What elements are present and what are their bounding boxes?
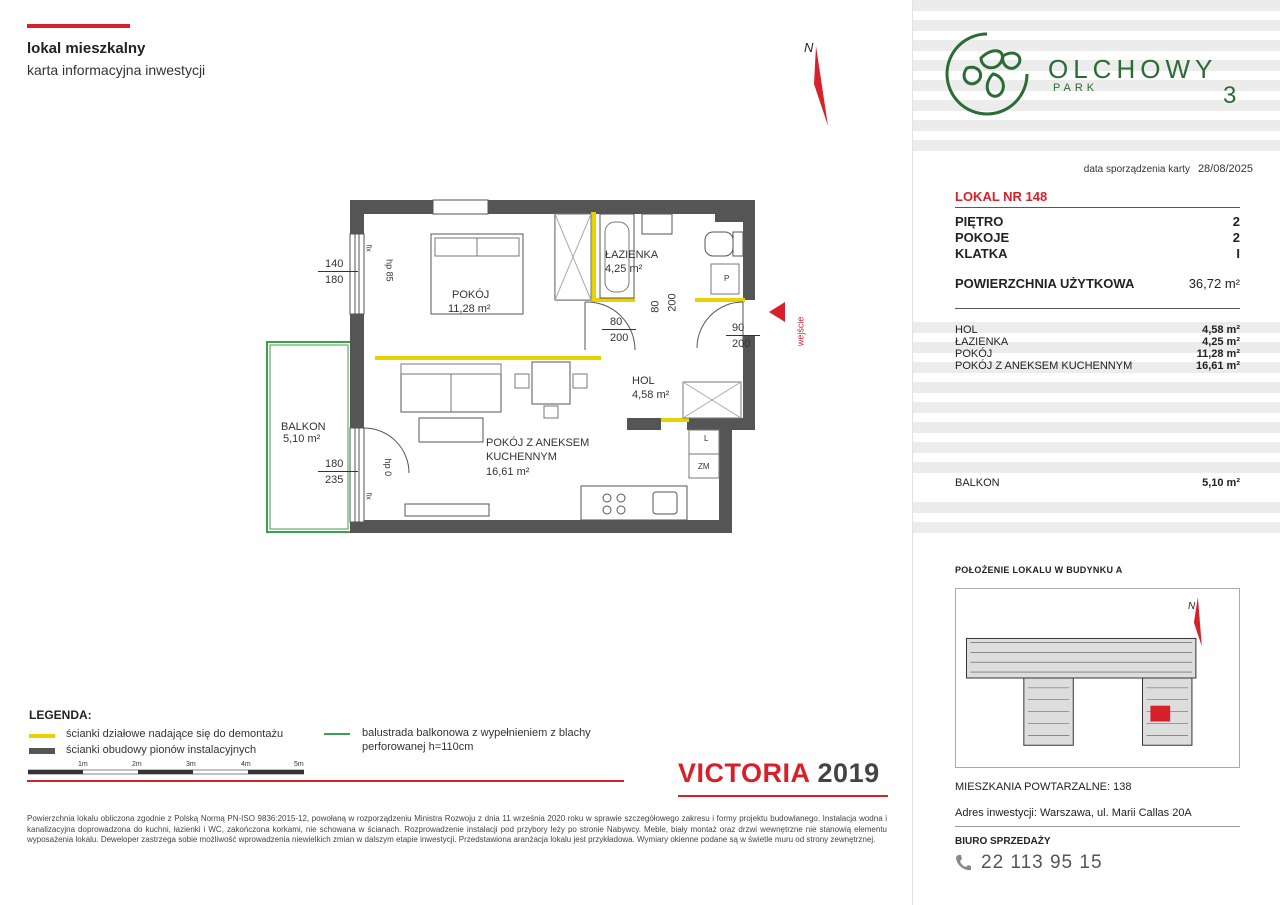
room-lazienka-label: ŁAZIENKA bbox=[605, 249, 659, 261]
scale-4m: 4m bbox=[241, 761, 251, 768]
window1-fix: fix bbox=[364, 244, 372, 252]
legend-green-text-2: perforowanej h=110cm bbox=[362, 741, 474, 753]
room-row-aneks-value: 16,61 m² bbox=[1195, 360, 1240, 372]
fridge-label: L bbox=[704, 434, 709, 443]
repeat-count: MIESZKANIA POWTARZALNE: 138 bbox=[955, 781, 1132, 793]
sales-phone: 22 113 95 15 bbox=[981, 852, 1103, 873]
legend-yellow-swatch bbox=[29, 734, 55, 738]
dim-window1-line bbox=[318, 271, 358, 272]
dim-door1-line bbox=[602, 329, 636, 330]
entrance-label: wejście bbox=[795, 316, 806, 347]
room-row-aneks bbox=[955, 360, 1240, 372]
location-title: POŁOŻENIE LOKALU W BUDYNKU A bbox=[955, 565, 1123, 575]
room-pokoj-label: POKÓJ bbox=[452, 289, 490, 301]
partition-yellow-1 bbox=[375, 356, 601, 360]
dim-window1-width: 140 bbox=[325, 258, 344, 270]
card-date-label: data sporządzenia karty bbox=[1083, 164, 1190, 175]
room-row-hol-value: 4,58 m² bbox=[1202, 324, 1240, 336]
room-lazienka-area: 4,25 m² bbox=[605, 263, 643, 275]
partition-yellow-2 bbox=[591, 212, 596, 300]
scale-bar bbox=[28, 758, 304, 776]
legend-dark-text: ścianki obudowy pionów instalacyjnych bbox=[66, 744, 257, 756]
room-pokoj-area: 11,28 m² bbox=[448, 303, 491, 315]
room-balkon-area: 5,10 m² bbox=[283, 433, 321, 445]
document-subtitle: karta informacyjna inwestycji bbox=[27, 62, 206, 78]
zm-label: ZM bbox=[698, 462, 710, 471]
dining-table bbox=[532, 362, 570, 404]
lokal-underline bbox=[955, 207, 1240, 208]
balkon-row-value: 5,10 m² bbox=[1202, 477, 1240, 489]
sales-office-label: BIURO SPRZEDAŻY bbox=[955, 836, 1051, 847]
room-row-balkon bbox=[955, 477, 1240, 489]
room-row-aneks-label: POKÓJ Z ANEKSEM KUCHENNYM bbox=[955, 360, 1133, 372]
room-row-hol bbox=[955, 324, 1240, 336]
window2-hp: hp 0 bbox=[383, 458, 394, 477]
room-aneks-label-1: POKÓJ Z ANEKSEM bbox=[486, 437, 590, 449]
card-date bbox=[1043, 163, 1253, 175]
dim-door3-line bbox=[726, 335, 760, 336]
wall-top bbox=[350, 200, 755, 214]
legend-title: LEGENDA: bbox=[29, 708, 92, 722]
legend-green-swatch bbox=[324, 733, 350, 735]
area-value: 36,72 m² bbox=[1188, 276, 1240, 291]
bottom-accent-line bbox=[27, 780, 624, 782]
brand-park: PARK bbox=[1053, 82, 1099, 94]
row-klatka bbox=[955, 246, 1240, 261]
room-row-hol-label: HOL bbox=[955, 324, 978, 336]
brand-name: OLCHOWY bbox=[1048, 54, 1218, 84]
window2-fix: fix bbox=[364, 492, 372, 500]
dim-door1-width: 80 bbox=[610, 316, 623, 328]
balkon-row-label: BALKON bbox=[955, 477, 1000, 489]
dim-window2-height: 235 bbox=[325, 474, 344, 486]
washer-label: P bbox=[724, 274, 730, 283]
info-sidebar bbox=[912, 0, 1280, 905]
row-pietro bbox=[955, 214, 1240, 229]
lokal-title: LOKAL NR 148 bbox=[955, 189, 1048, 204]
dim-door1-height: 200 bbox=[610, 332, 629, 344]
dim-door2-height: 200 bbox=[666, 293, 679, 312]
sidebar-stripes bbox=[913, 0, 1280, 905]
dim-window1-height: 180 bbox=[325, 274, 344, 286]
victoria-underline bbox=[678, 795, 888, 797]
dim-window2-line bbox=[318, 471, 358, 472]
wall-right-bottom bbox=[719, 418, 732, 533]
toilet bbox=[705, 232, 733, 256]
room-row-pokoj-label: POKÓJ bbox=[955, 348, 993, 360]
room-row-pokoj-value: 11,28 m² bbox=[1196, 348, 1240, 360]
card-date-value: 28/08/2025 bbox=[1197, 163, 1253, 175]
olchowy-park-logo-icon bbox=[941, 28, 1033, 120]
scale-1m: 1m bbox=[78, 761, 88, 768]
row-klatka-label: KLATKA bbox=[955, 246, 1008, 261]
north-arrow-icon bbox=[800, 38, 840, 128]
coffee-table bbox=[419, 418, 483, 442]
window1-hp: hp 85 bbox=[384, 259, 395, 282]
footnote: Powierzchnia lokalu obliczona zgodnie z Polską Normą PN-ISO 9836:2015-12, powołaną w rozporządzeniu Ministra Rozwoju z dnia 11 września 2020 roku w sprawie szczegółowego zakresu i formy projektu budowlanego. Instalacja wodna i kanalizacyjna doprowadzona do kuchni, łazienki i WC, zakończona korkami, nie schowana w ścianach. Rozprowadzenie instalacji pod przybory leży po stronie Nabywcy. Meble, biały montaż oraz drzwi wewnętrzne nie stanowią elementu wyposażenia lokalu. Deweloper zastrzega sobie możliwość wprowadzenia niewielkich zmian w dalszym etapie inwestycji. Przedstawiona aranżacja lokalu jest przykładowa. Wymiary okienne podane są w świetle muru od strony zewnętrznej. bbox=[27, 814, 887, 845]
row-pokoje bbox=[955, 230, 1240, 245]
address-divider bbox=[955, 826, 1240, 827]
window-1 bbox=[350, 234, 364, 314]
room-row-lazienka-value: 4,25 m² bbox=[1202, 336, 1240, 348]
row-klatka-value: I bbox=[1236, 246, 1240, 261]
room-row-pokoj bbox=[955, 348, 1240, 360]
room-aneks-area: 16,61 m² bbox=[486, 466, 530, 478]
scale-2m: 2m bbox=[132, 761, 142, 768]
document-title: lokal mieszkalny bbox=[27, 40, 146, 57]
wall-corner bbox=[715, 200, 755, 222]
phone-icon bbox=[955, 854, 971, 872]
room-row-lazienka bbox=[955, 336, 1240, 348]
north-label: N bbox=[804, 40, 814, 55]
dim-door3-width: 90 bbox=[732, 322, 745, 334]
room-aneks-label-2: KUCHENNYM bbox=[486, 451, 557, 463]
scale-5m: 5m bbox=[294, 761, 304, 768]
row-pietro-label: PIĘTRO bbox=[955, 214, 1004, 229]
legend-green-text-1: balustrada balkonowa z wypełnieniem z blachy bbox=[362, 727, 591, 739]
window-2 bbox=[350, 428, 364, 522]
floor-plan bbox=[255, 190, 825, 550]
room-balkon-label: BALKON bbox=[281, 421, 326, 433]
row-pokoje-value: 2 bbox=[1232, 230, 1240, 245]
selected-unit-marker bbox=[1150, 706, 1170, 722]
wall-bottom bbox=[350, 520, 732, 533]
room-row-lazienka-label: ŁAZIENKA bbox=[955, 336, 1009, 348]
brand-number: 3 bbox=[1223, 82, 1237, 109]
entrance-arrow-icon bbox=[769, 302, 785, 322]
building-location-map bbox=[955, 588, 1240, 768]
dim-door2-width: 80 bbox=[649, 300, 662, 313]
row-pietro-value: 2 bbox=[1232, 214, 1240, 229]
header-accent-bar bbox=[27, 24, 130, 28]
scale-3m: 3m bbox=[186, 761, 196, 768]
room-hol-label: HOL bbox=[632, 375, 655, 387]
row-pokoje-label: POKOJE bbox=[955, 230, 1010, 245]
legend-dark-swatch bbox=[29, 748, 55, 754]
victoria-logo bbox=[678, 758, 880, 789]
legend-yellow-text: ścianki działowe nadające się do demontażu bbox=[66, 728, 284, 740]
investment-address: Adres inwestycji: Warszawa, ul. Marii Callas 20A bbox=[955, 807, 1192, 819]
dim-window2-width: 180 bbox=[325, 458, 344, 470]
victoria-word: VICTORIA bbox=[678, 758, 810, 788]
bath-sink bbox=[642, 214, 672, 234]
victoria-year: 2019 bbox=[817, 758, 880, 788]
mini-map-north: N bbox=[1187, 600, 1196, 612]
area-label: POWIERZCHNIA UŻYTKOWA bbox=[955, 276, 1135, 291]
tv-unit bbox=[405, 504, 489, 516]
room-hol-area: 4,58 m² bbox=[632, 389, 670, 401]
area-divider bbox=[955, 308, 1240, 309]
dim-door3-height: 200 bbox=[732, 338, 751, 350]
row-area bbox=[955, 276, 1240, 291]
